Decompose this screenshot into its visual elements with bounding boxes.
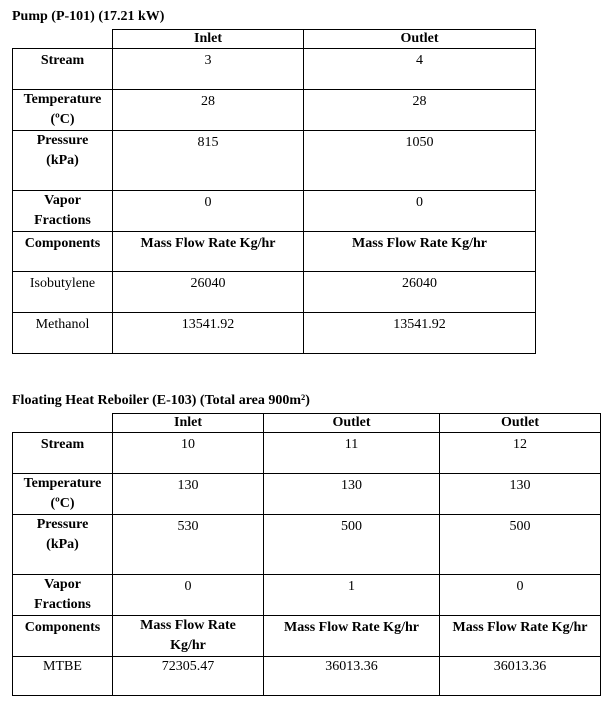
row-value: Mass Flow Rate Kg/hr <box>304 232 536 272</box>
row-label: Stream <box>13 49 113 90</box>
table-row <box>13 90 536 131</box>
header-outlet: Outlet <box>304 30 536 49</box>
row-label: Vapor Fractions <box>13 191 113 232</box>
row-label: Pressure (kPa) <box>13 515 113 575</box>
table-row <box>13 49 536 90</box>
row-label: Vapor Fractions <box>13 575 113 616</box>
pump-table <box>12 29 536 354</box>
row-value: 0 <box>113 575 264 616</box>
row-value: 10 <box>113 433 264 474</box>
table-row <box>13 616 601 657</box>
table-row <box>13 515 601 575</box>
row-label: Temperature (ºC) <box>13 474 113 515</box>
row-value: 28 <box>113 90 304 131</box>
row-value: 530 <box>113 515 264 575</box>
row-label: Components <box>13 616 113 657</box>
row-label: Stream <box>13 433 113 474</box>
row-value: Mass Flow Rate Kg/hr <box>440 616 601 657</box>
row-value: 0 <box>304 191 536 232</box>
header-blank <box>13 414 113 433</box>
row-value: 815 <box>113 131 304 191</box>
row-value: 12 <box>440 433 601 474</box>
table-row <box>13 313 536 354</box>
table-header-row <box>13 30 536 49</box>
row-value: 4 <box>304 49 536 90</box>
row-label: Components <box>13 232 113 272</box>
row-label: Temperature (ºC) <box>13 90 113 131</box>
row-value: 11 <box>264 433 440 474</box>
row-value: 130 <box>440 474 601 515</box>
row-value: Mass Flow Rate Kg/hr <box>113 616 264 657</box>
table-row <box>13 191 536 232</box>
row-value: 1 <box>264 575 440 616</box>
table-row <box>13 433 601 474</box>
row-value: Mass Flow Rate Kg/hr <box>264 616 440 657</box>
row-value: 13541.92 <box>304 313 536 354</box>
table-row <box>13 272 536 313</box>
row-label: MTBE <box>13 657 113 696</box>
row-label: Isobutylene <box>13 272 113 313</box>
row-value: 130 <box>264 474 440 515</box>
row-value: 36013.36 <box>264 657 440 696</box>
reboiler-table <box>12 413 601 696</box>
row-value: 130 <box>113 474 264 515</box>
table-row <box>13 131 536 191</box>
row-label: Methanol <box>13 313 113 354</box>
row-value: 0 <box>440 575 601 616</box>
table-row <box>13 232 536 272</box>
row-value: 72305.47 <box>113 657 264 696</box>
header-outlet: Outlet <box>440 414 601 433</box>
header-inlet: Inlet <box>113 30 304 49</box>
row-label: Pressure (kPa) <box>13 131 113 191</box>
table-row <box>13 575 601 616</box>
row-value: 26040 <box>304 272 536 313</box>
row-value: 26040 <box>113 272 304 313</box>
header-blank <box>13 30 113 49</box>
table-row <box>13 474 601 515</box>
row-value: Mass Flow Rate Kg/hr <box>113 232 304 272</box>
header-outlet: Outlet <box>264 414 440 433</box>
row-value: 500 <box>440 515 601 575</box>
header-inlet: Inlet <box>113 414 264 433</box>
row-value: 0 <box>113 191 304 232</box>
table1-title: Pump (P-101) (17.21 kW) <box>12 9 165 24</box>
row-value: 3 <box>113 49 304 90</box>
row-value: 1050 <box>304 131 536 191</box>
row-value: 36013.36 <box>440 657 601 696</box>
row-value: 500 <box>264 515 440 575</box>
table-header-row <box>13 414 601 433</box>
table2-title: Floating Heat Reboiler (E-103) (Total area 900m²) <box>12 393 310 408</box>
row-value: 28 <box>304 90 536 131</box>
table-row <box>13 657 601 696</box>
row-value: 13541.92 <box>113 313 304 354</box>
